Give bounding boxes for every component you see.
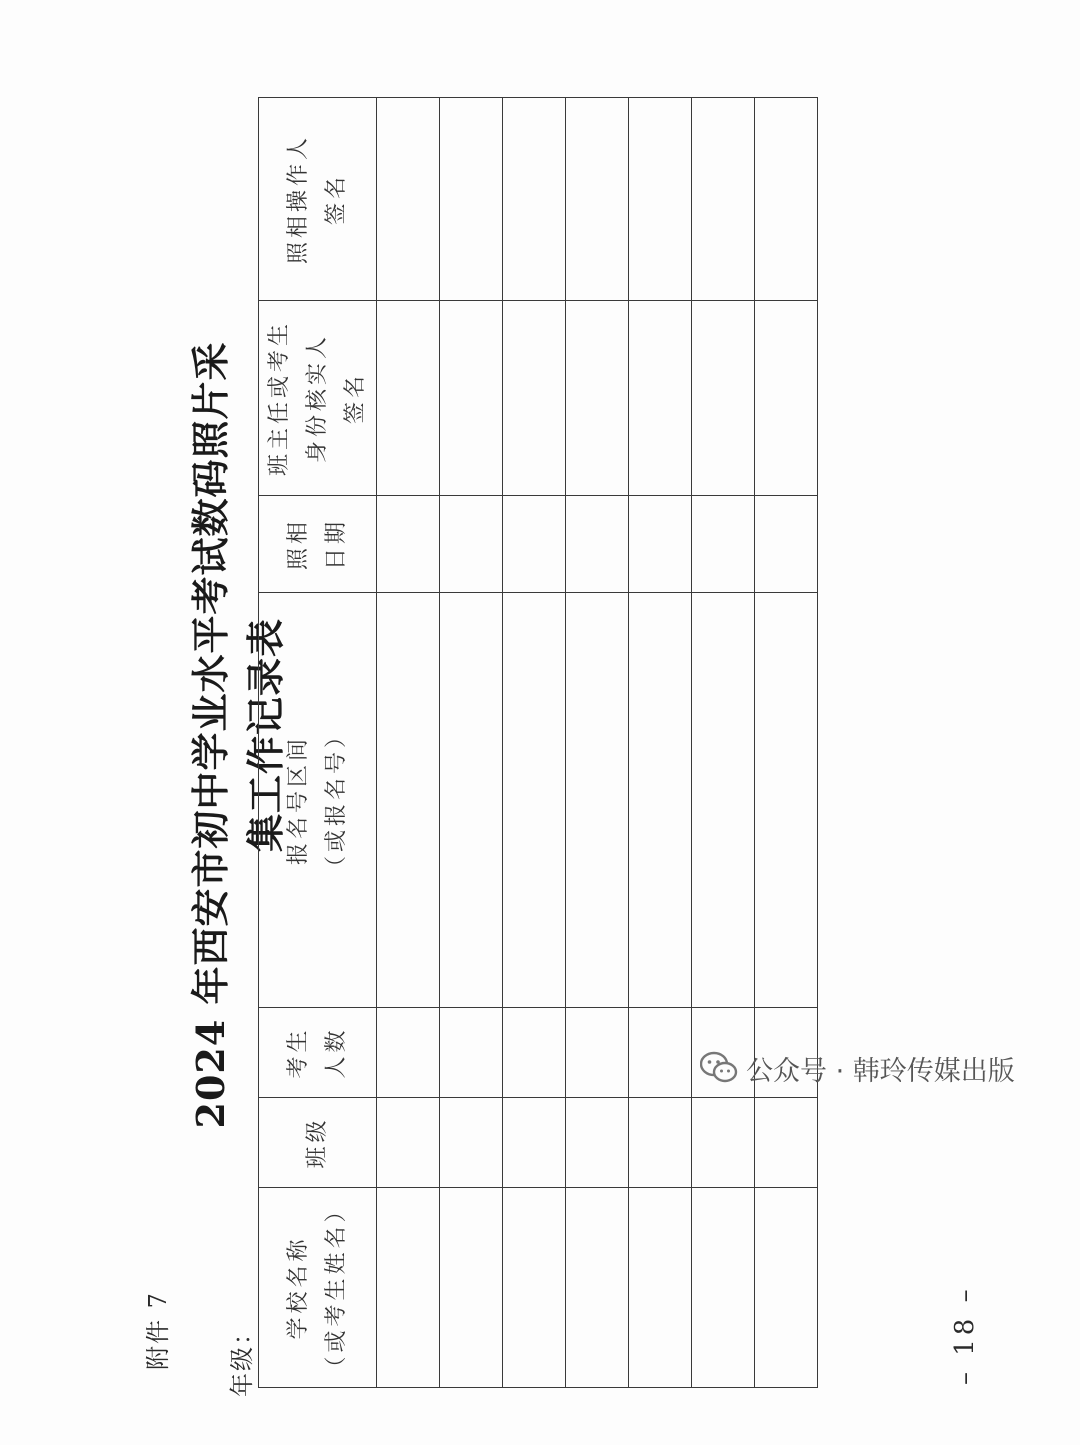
- table-cell: [629, 496, 692, 593]
- header-photo-date: 照相 日期: [259, 496, 377, 593]
- header-verifier-signature: 班主任或考生 身份核实人 签名: [259, 301, 377, 496]
- form-title: 2024 年西安市初中学业水平考试数码照片采集工作记录表: [188, 341, 288, 1129]
- table-cell: [629, 301, 692, 496]
- table-cell: [755, 1098, 818, 1188]
- table-cell: [503, 1008, 566, 1098]
- table-row: [440, 98, 503, 1388]
- table-cell: [629, 1188, 692, 1388]
- table-cell: [566, 1008, 629, 1098]
- table-cell: [440, 1008, 503, 1098]
- table-cell: [566, 301, 629, 496]
- grade-label: 年级：: [228, 1319, 256, 1397]
- table-cell: [629, 1098, 692, 1188]
- table-row: [503, 98, 566, 1388]
- attachment-label: 附件 7: [144, 1291, 172, 1370]
- table-row: [692, 98, 755, 1388]
- header-operator-signature: 照相操作人 签名: [259, 98, 377, 301]
- table-cell: [503, 1098, 566, 1188]
- table-cell: [629, 593, 692, 1008]
- table-cell: [440, 593, 503, 1008]
- page-number: – 18 –: [950, 1285, 980, 1385]
- table-cell: [692, 593, 755, 1008]
- table-cell: [377, 1098, 440, 1188]
- table-cell: [566, 1098, 629, 1188]
- table-cell: [692, 301, 755, 496]
- table-cell: [377, 593, 440, 1008]
- table-cell: [377, 1188, 440, 1388]
- table-cell: [755, 1188, 818, 1388]
- header-student-count: 考生 人数: [259, 1008, 377, 1098]
- table-cell: [503, 496, 566, 593]
- header-class: 班级: [259, 1098, 377, 1188]
- table-cell: [377, 1008, 440, 1098]
- watermark-text: 公众号 · 韩玲传媒出版: [746, 1055, 1015, 1087]
- table-row: [377, 98, 440, 1388]
- table-row: [755, 98, 818, 1388]
- table-cell: [692, 496, 755, 593]
- wechat-icon: [700, 1051, 738, 1085]
- table-cell: [566, 496, 629, 593]
- table-cell: [377, 301, 440, 496]
- table-cell: [440, 1098, 503, 1188]
- table-cell: [629, 98, 692, 301]
- watermark: [700, 1048, 1015, 1088]
- table-cell: [503, 1188, 566, 1388]
- table-cell: [377, 496, 440, 593]
- record-table: [258, 97, 818, 1388]
- table-cell: [692, 1098, 755, 1188]
- table-cell: [440, 496, 503, 593]
- table-cell: [629, 1008, 692, 1098]
- header-registration-range: 报名号区间 （或报名号）: [259, 593, 377, 1008]
- table-cell: [755, 593, 818, 1008]
- table-cell: [566, 1188, 629, 1388]
- table-cell: [692, 98, 755, 301]
- table-row: [566, 98, 629, 1388]
- table-cell: [755, 496, 818, 593]
- table-row: [629, 98, 692, 1388]
- table-cell: [755, 98, 818, 301]
- header-school-name: 学校名称 （或考生姓名）: [259, 1188, 377, 1388]
- table-cell: [377, 98, 440, 301]
- table-cell: [566, 593, 629, 1008]
- table-cell: [503, 593, 566, 1008]
- table-cell: [440, 98, 503, 301]
- table-cell: [440, 301, 503, 496]
- table-cell: [566, 98, 629, 301]
- table-cell: [503, 98, 566, 301]
- header-row: [259, 98, 377, 1388]
- table-cell: [755, 301, 818, 496]
- table-cell: [440, 1188, 503, 1388]
- table-cell: [692, 1188, 755, 1388]
- table-cell: [503, 301, 566, 496]
